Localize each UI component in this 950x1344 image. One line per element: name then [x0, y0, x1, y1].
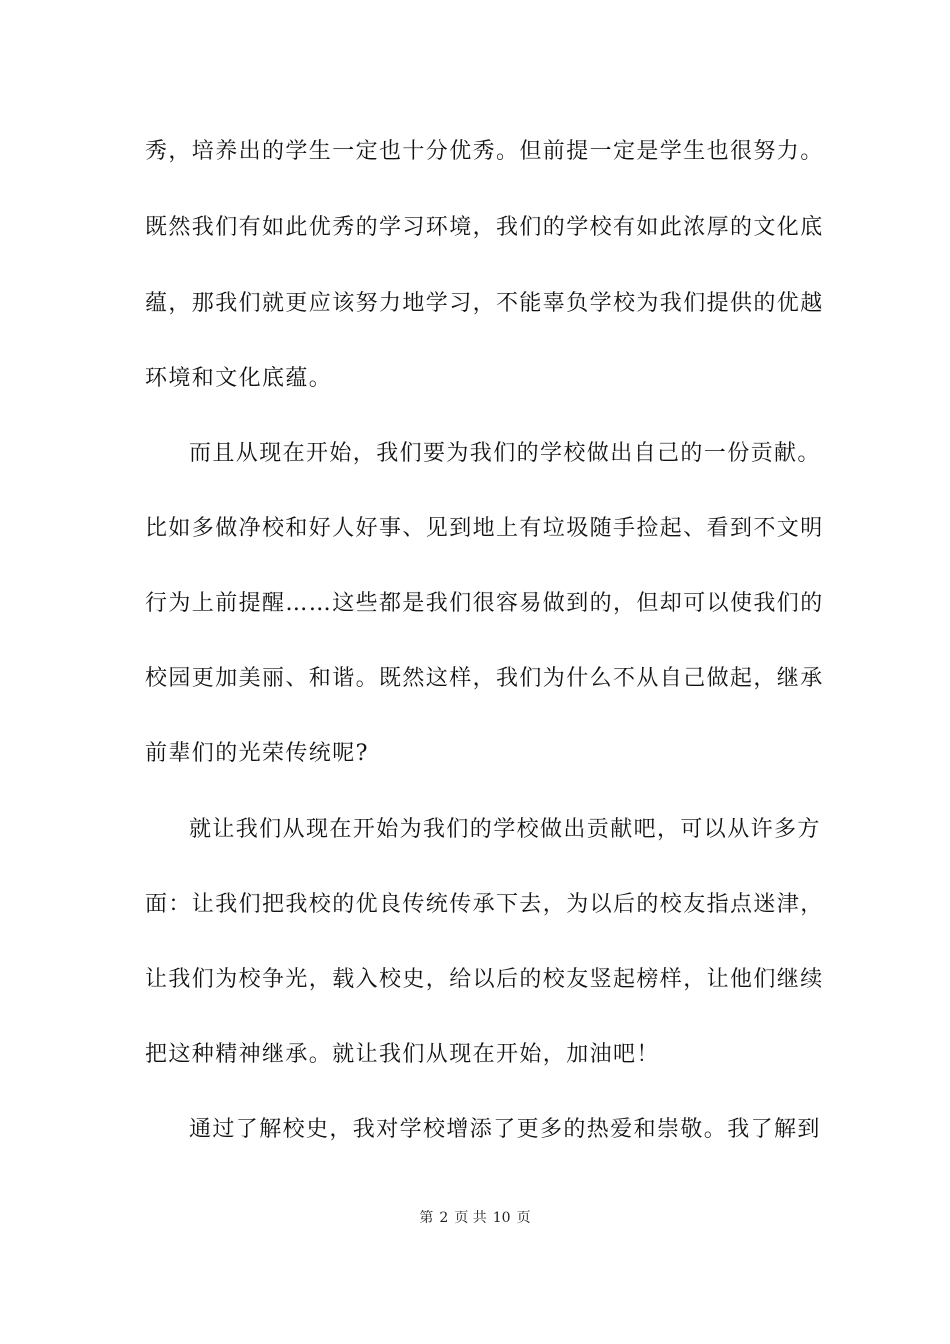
total-pages-number: 10 — [492, 1210, 511, 1226]
text-line-12: 让我们为校争光，载入校史，给以后的校友竖起榜样，让他们继续 — [145, 967, 824, 992]
text-line-9: 前辈们的光荣传统呢? — [145, 741, 369, 766]
footer-prefix: 第 — [419, 1210, 434, 1226]
current-page-number: 2 — [439, 1210, 449, 1226]
text-line-1: 秀，培养出的学生一定也十分优秀。但前提一定是学生也很努力。 — [145, 139, 824, 164]
text-line-13: 把这种精神继承。就让我们从现在开始，加油吧！ — [145, 1042, 660, 1067]
text-line-8: 校园更加美丽、和谐。既然这样，我们为什么不从自己做起，继承 — [145, 666, 824, 691]
text-line-2: 既然我们有如此优秀的学习环境，我们的学校有如此浓厚的文化底 — [145, 215, 824, 240]
page-footer — [0, 1208, 950, 1228]
text-line-11: 面：让我们把我校的优良传统传承下去，为以后的校友指点迷津， — [145, 892, 824, 917]
text-line-7: 行为上前提醒……这些都是我们很容易做到的，但却可以使我们的 — [145, 591, 824, 616]
text-line-6: 比如多做净校和好人好事、见到地上有垃圾随手捡起、看到不文明 — [145, 516, 824, 541]
footer-middle: 页 共 — [454, 1210, 487, 1226]
paragraph-start-line-5: 而且从现在开始，我们要为我们的学校做出自己的一份贡献。 — [189, 441, 821, 466]
footer-suffix: 页 — [516, 1210, 531, 1226]
paragraph-start-line-14: 通过了解校史，我对学校增添了更多的热爱和崇敬。我了解到 — [189, 1117, 821, 1142]
text-line-3: 蕴，那我们就更应该努力地学习，不能辜负学校为我们提供的优越 — [145, 291, 824, 316]
paragraph-start-line-10: 就让我们从现在开始为我们的学校做出贡献吧，可以从许多方 — [189, 817, 821, 842]
text-line-4: 环境和文化底蕴。 — [145, 366, 333, 391]
